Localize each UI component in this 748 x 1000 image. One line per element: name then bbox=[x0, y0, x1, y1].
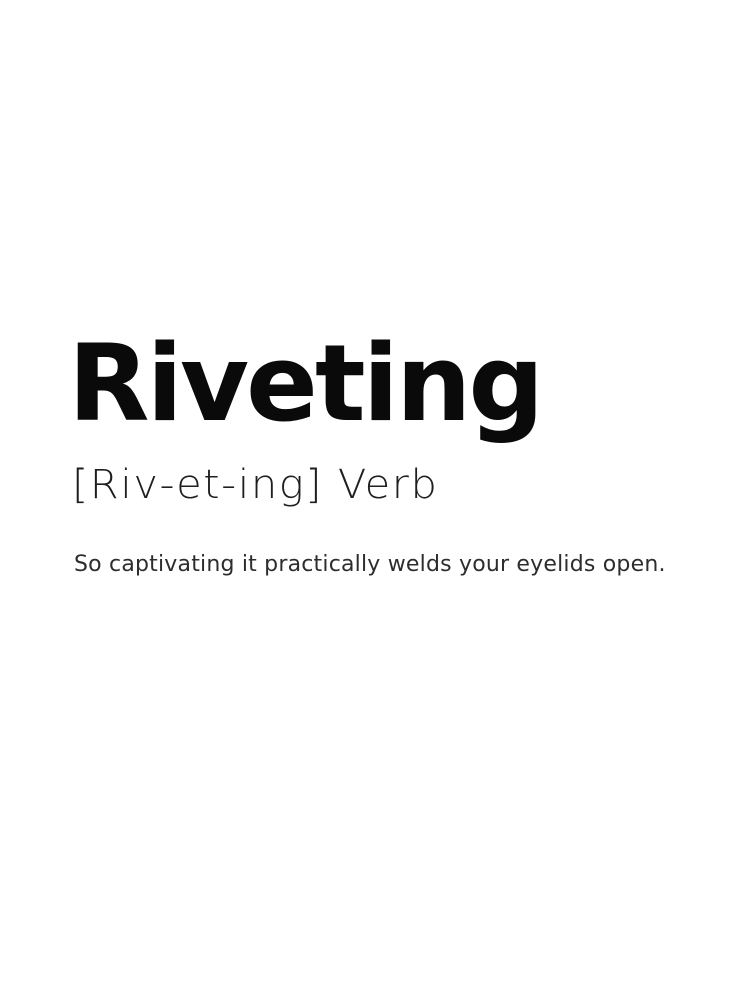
pronunciation-line: [Riv-et-ing] Verb bbox=[72, 462, 439, 508]
definition-text: So captivating it practically welds your eyelids open. bbox=[74, 552, 666, 577]
word-title: Riveting bbox=[68, 322, 542, 445]
